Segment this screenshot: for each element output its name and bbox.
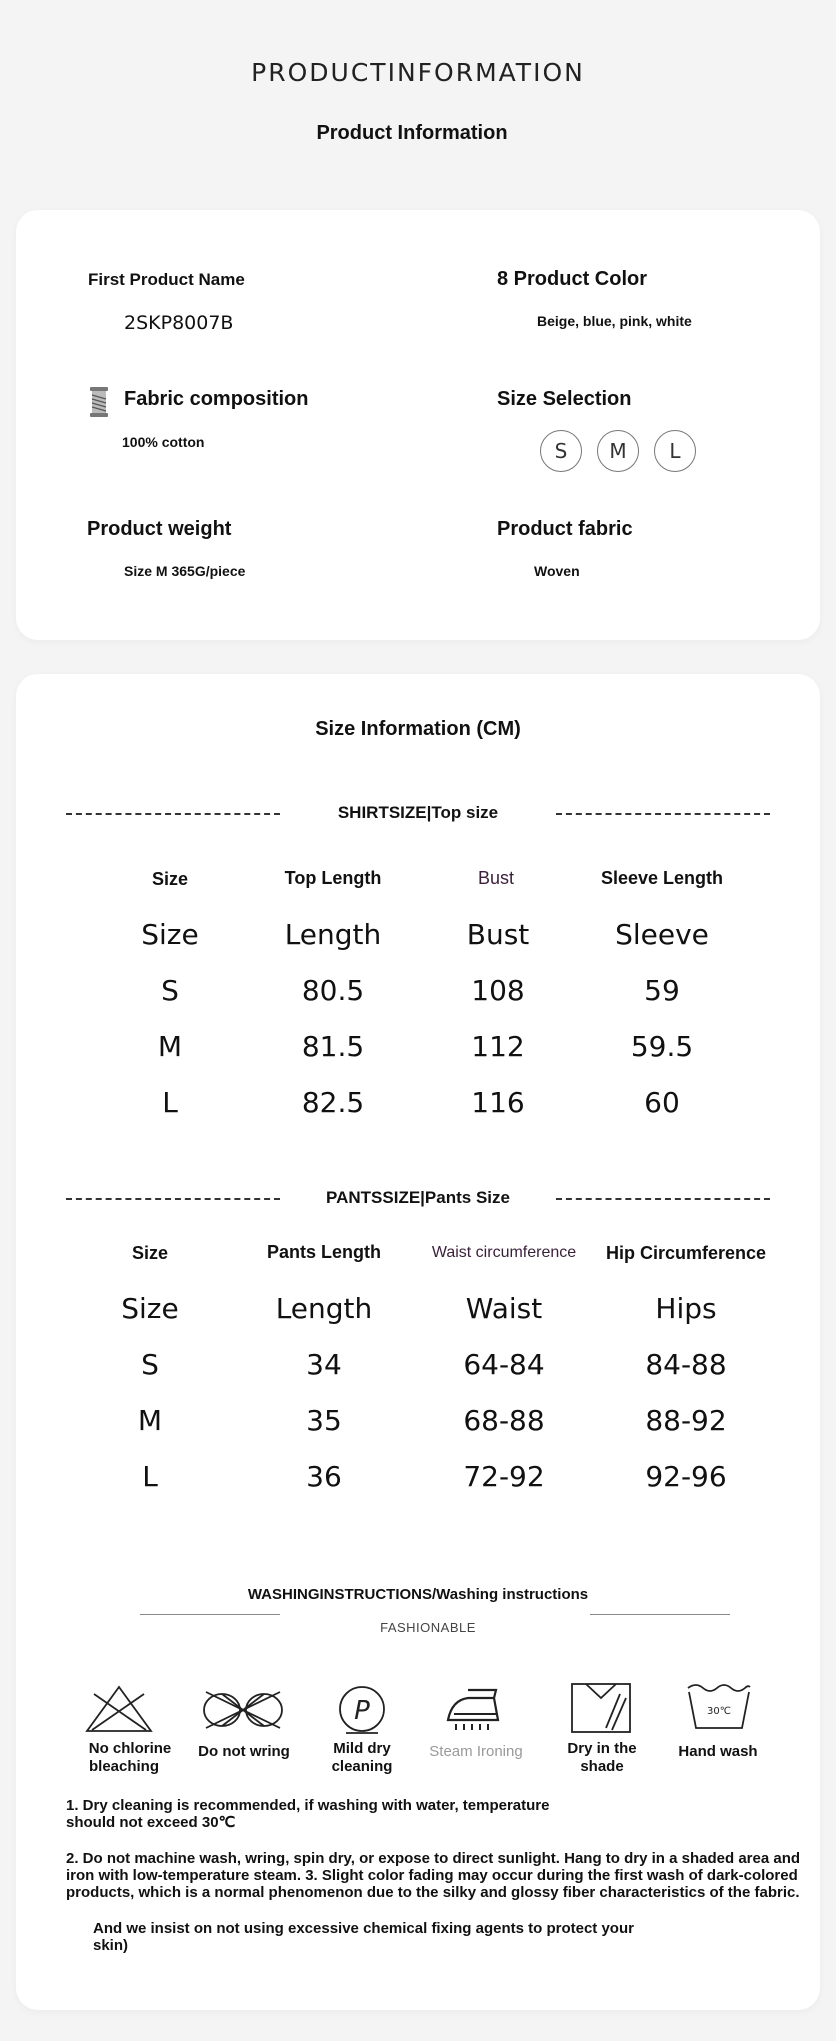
- care-note: 2. Do not machine wash, wring, spin dry, or expose to direct sunlight. Hang to dry in a shaded area and: [66, 1850, 801, 1867]
- table-header: Hip Circumference: [605, 1243, 767, 1263]
- thread-spool-icon: [88, 386, 110, 418]
- washing-subtitle: FASHIONABLE: [380, 1620, 476, 1635]
- page-subtitle: Product Information: [316, 122, 508, 144]
- care-note: And we insist on not using excessive chemical fixing agents to protect your: [93, 1920, 634, 1937]
- product-color-value: Beige, blue, pink, white: [537, 313, 692, 329]
- table-cell: 34: [306, 1348, 342, 1381]
- divider: [66, 1198, 280, 1200]
- product-name-value: 2SKP8007B: [124, 312, 234, 334]
- table-header: Pants Length: [266, 1242, 381, 1262]
- dry-in-shade-icon: [570, 1682, 632, 1734]
- no-chlorine-label: No chlorine: [88, 1740, 172, 1757]
- size-option-s[interactable]: S: [540, 430, 582, 472]
- table-cell: 92-96: [645, 1460, 727, 1493]
- table-cell: S: [161, 974, 179, 1007]
- divider: [556, 1198, 770, 1200]
- size-selection-label: Size Selection: [497, 388, 632, 410]
- table-cell: M: [157, 1030, 183, 1063]
- table-cell: 112: [471, 1030, 525, 1063]
- hand-wash-label: Hand wash: [678, 1743, 758, 1760]
- product-color-label: 8 Product Color: [497, 268, 648, 290]
- pants-size-label: PANTSSIZE|Pants Size: [326, 1188, 510, 1207]
- table-cell: 59: [644, 974, 680, 1007]
- table-subheader: Length: [284, 918, 382, 951]
- mild-dry-clean-icon: [336, 1684, 388, 1736]
- size-option-l[interactable]: L: [654, 430, 696, 472]
- table-cell: 82.5: [301, 1086, 365, 1119]
- washing-title: WASHINGINSTRUCTIONS/Washing instructions: [247, 1586, 589, 1603]
- table-header: Waist circumference: [431, 1244, 577, 1261]
- hand-wash-icon: [686, 1682, 752, 1730]
- table-cell: 60: [644, 1086, 680, 1119]
- divider: [590, 1614, 730, 1615]
- table-cell: 72-92: [463, 1460, 545, 1493]
- steam-ironing-label: Steam Ironing: [429, 1743, 523, 1760]
- size-option-m[interactable]: M: [597, 430, 639, 472]
- no-chlorine-label: bleaching: [88, 1758, 159, 1775]
- shirt-size-label: SHIRTSIZE|Top size: [337, 803, 499, 822]
- table-cell: L: [162, 1086, 178, 1119]
- table-header: Size: [131, 1243, 169, 1263]
- table-subheader: Hips: [655, 1292, 717, 1325]
- mild-dry-clean-label: cleaning: [331, 1758, 393, 1775]
- table-header: Size: [151, 869, 189, 889]
- table-cell: 35: [306, 1404, 342, 1437]
- table-cell: 36: [306, 1460, 342, 1493]
- product-name-label: First Product Name: [88, 270, 245, 289]
- table-cell: M: [137, 1404, 163, 1437]
- table-subheader: Bust: [466, 918, 530, 951]
- table-cell: L: [142, 1460, 158, 1493]
- product-fabric-label: Product fabric: [497, 518, 633, 540]
- divider: [140, 1614, 280, 1615]
- care-note: should not exceed 30℃: [66, 1814, 236, 1831]
- product-fabric-value: Woven: [534, 563, 580, 579]
- product-weight-value: Size M 365G/piece: [124, 563, 246, 579]
- steam-iron-icon: [442, 1686, 506, 1734]
- table-header: Bust: [477, 868, 515, 888]
- table-cell: 81.5: [301, 1030, 365, 1063]
- no-chlorine-bleach-icon: [84, 1684, 154, 1734]
- table-cell: 80.5: [301, 974, 365, 1007]
- table-cell: 68-88: [463, 1404, 545, 1437]
- fabric-composition-label: Fabric composition: [124, 388, 309, 410]
- svg-text:P: P: [354, 1696, 370, 1726]
- table-subheader: Size: [121, 1292, 179, 1325]
- table-header: Sleeve Length: [600, 868, 724, 888]
- table-cell: 116: [471, 1086, 525, 1119]
- table-cell: 84-88: [645, 1348, 727, 1381]
- care-note: 1. Dry cleaning is recommended, if washing with water, temperature: [66, 1797, 550, 1814]
- product-weight-label: Product weight: [87, 518, 232, 540]
- mild-dry-clean-label: Mild dry: [333, 1740, 391, 1757]
- care-note: products, which is a normal phenomenon due to the silky and glossy fiber characteristics of the fabric.: [66, 1884, 800, 1901]
- table-cell: 108: [471, 974, 525, 1007]
- dry-in-shade-label: shade: [580, 1758, 624, 1775]
- divider: [66, 813, 280, 815]
- table-cell: S: [141, 1348, 159, 1381]
- do-not-wring-label: Do not wring: [198, 1743, 290, 1760]
- svg-text:30℃: 30℃: [707, 1706, 731, 1717]
- table-subheader: Sleeve: [615, 918, 709, 951]
- size-info-title: Size Information (CM): [315, 718, 521, 740]
- care-note: skin): [93, 1937, 129, 1954]
- table-subheader: Size: [141, 918, 199, 951]
- table-subheader: Length: [275, 1292, 373, 1325]
- table-cell: 64-84: [463, 1348, 545, 1381]
- care-note: iron with low-temperature steam. 3. Slight color fading may occur during the first wash of dark-colored: [66, 1867, 798, 1884]
- table-subheader: Waist: [465, 1292, 543, 1325]
- table-cell: 88-92: [645, 1404, 727, 1437]
- page-title: PRODUCTINFORMATION: [251, 58, 585, 87]
- fabric-composition-value: 100% cotton: [122, 434, 205, 450]
- table-cell: 59.5: [630, 1030, 694, 1063]
- dry-in-shade-label: Dry in the: [567, 1740, 637, 1757]
- divider: [556, 813, 770, 815]
- do-not-wring-icon: [200, 1688, 286, 1732]
- table-header: Top Length: [284, 868, 382, 888]
